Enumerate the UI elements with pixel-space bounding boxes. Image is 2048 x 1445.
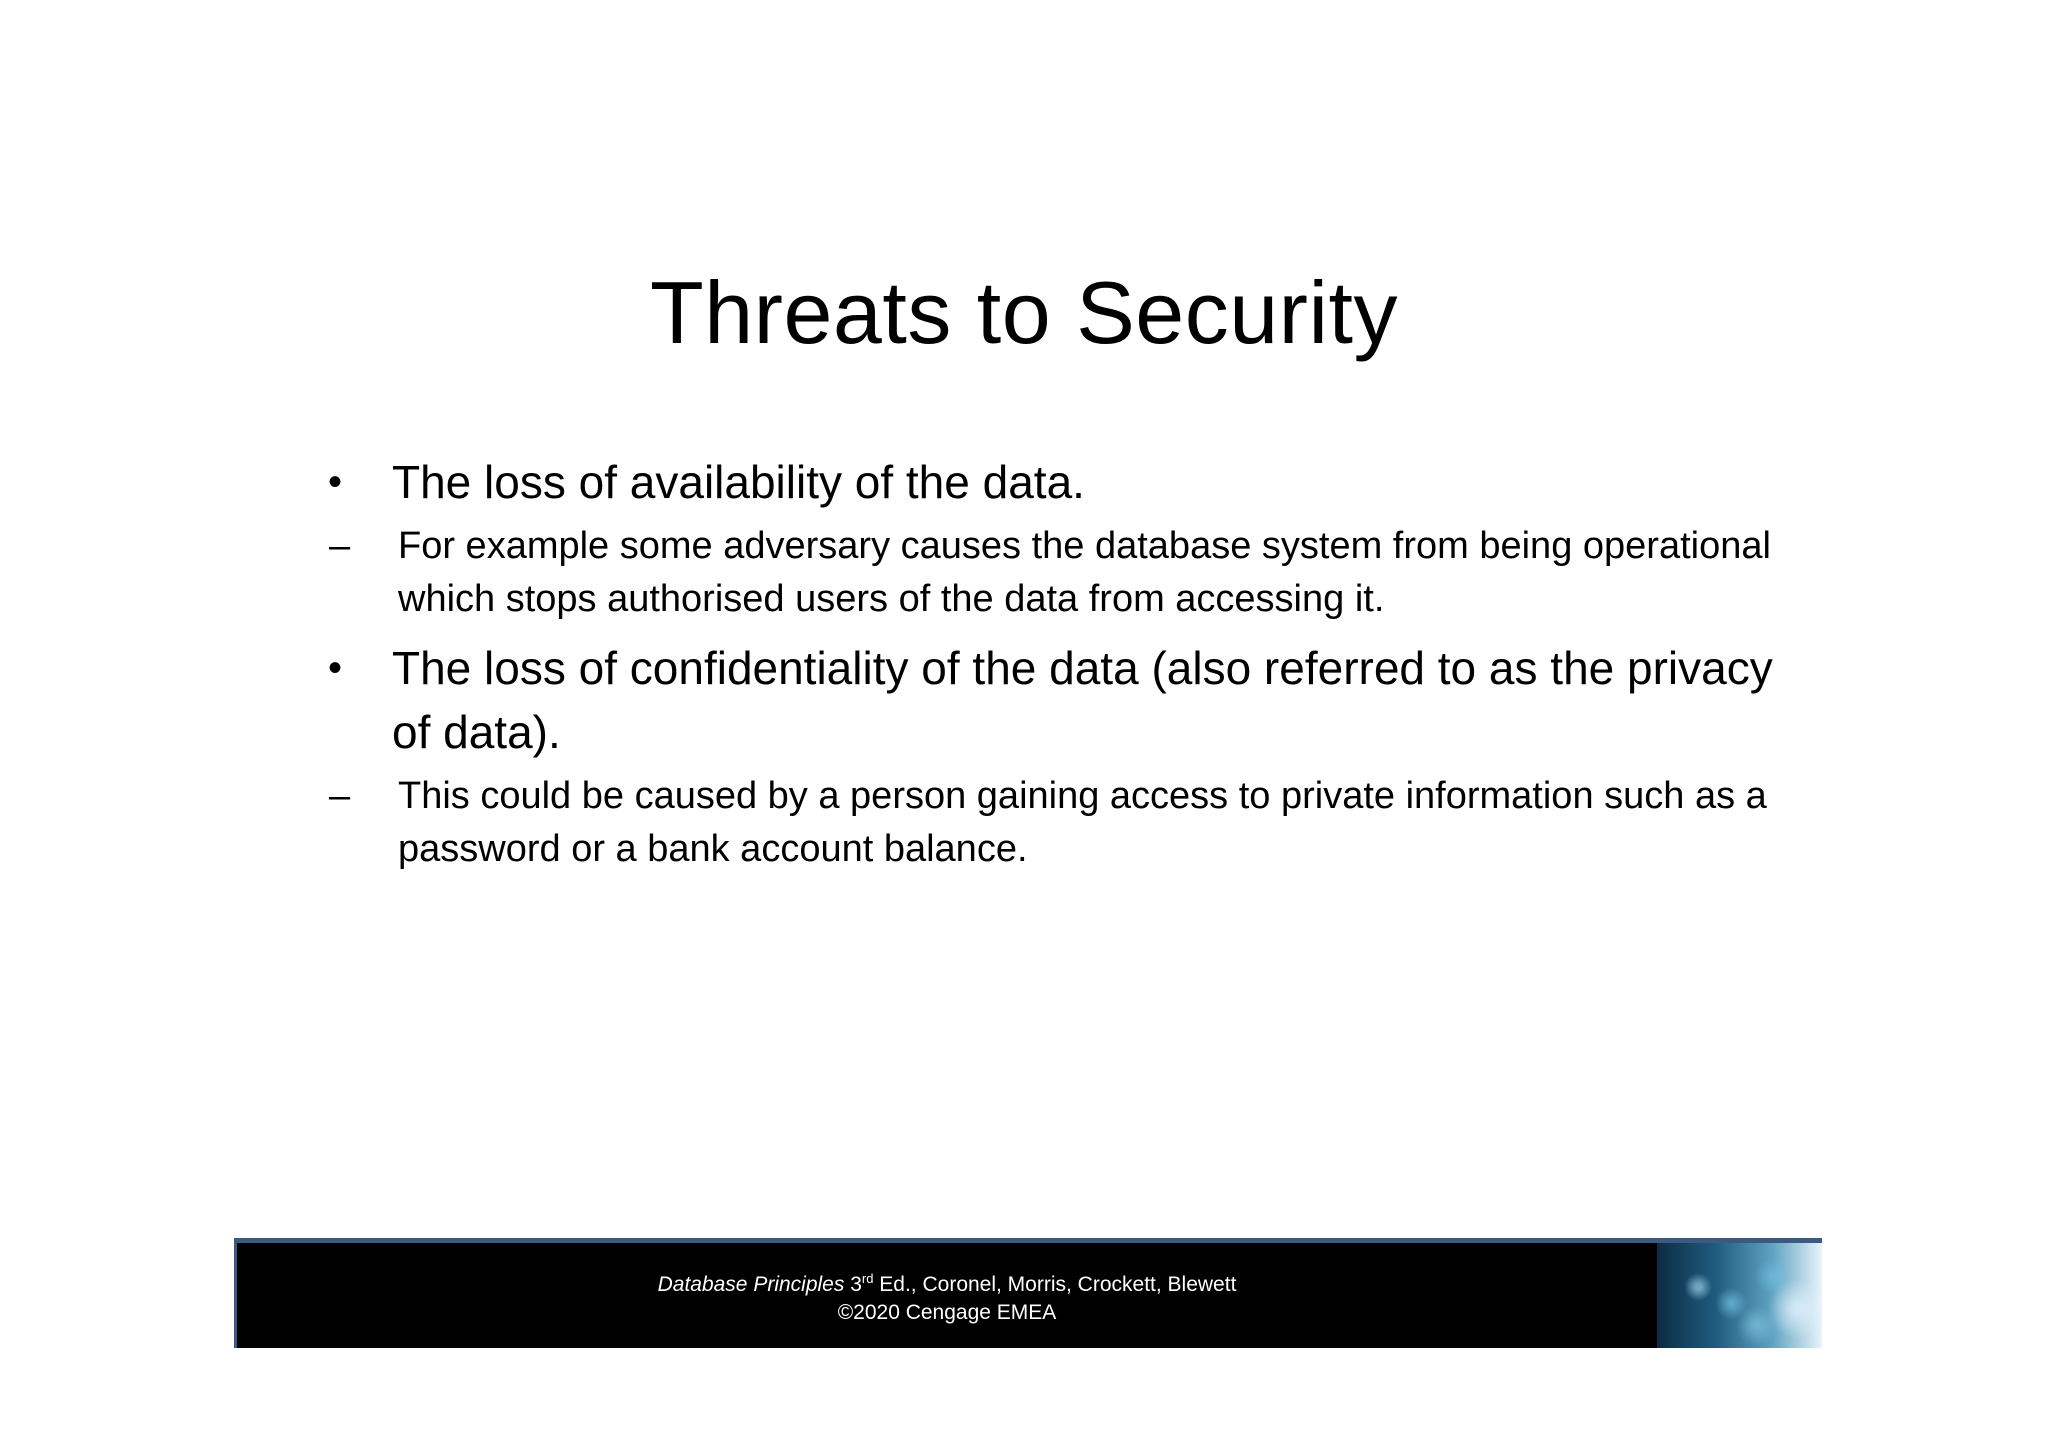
copyright-text: ©2020 Cengage EMEA [837, 1301, 1057, 1324]
edition-number: 3 [850, 1273, 862, 1296]
bullet-list [328, 450, 1778, 886]
footer-decorative-image [1657, 1243, 1822, 1348]
sub-bullet-group [328, 520, 1778, 626]
dash-marker: – [329, 525, 351, 567]
footer-line-1 [237, 1271, 1657, 1299]
footer-bar [234, 1238, 1822, 1348]
dash-marker: – [329, 775, 351, 817]
bullet-marker: • [328, 646, 343, 690]
sub-bullet-item [329, 770, 1778, 876]
bullet-text: The loss of confidentiality of the data (also referred to as the privacy of data). [392, 642, 1773, 758]
sub-bullet-text: For example some adversary causes the database system from being operational which stops authorised users of the data from accessing it. [398, 525, 1771, 620]
sub-bullet-item [329, 520, 1778, 626]
slide-title: Threats to Security [649, 263, 1398, 362]
footer-citation [237, 1271, 1657, 1327]
sub-bullet-group [328, 770, 1778, 876]
edition-suffix: rd [861, 1271, 874, 1286]
bullet-item [328, 450, 1778, 514]
book-title: Database Principles [657, 1273, 845, 1296]
bullet-text: The loss of availability of the data. [392, 456, 1085, 508]
edition-authors: Ed., Coronel, Morris, Crockett, Blewett [873, 1273, 1237, 1296]
bullet-marker: • [328, 460, 343, 504]
sub-bullet-text: This could be caused by a person gaining access to private information such as a password or a bank account balance. [398, 775, 1767, 870]
bullet-item [328, 636, 1778, 764]
